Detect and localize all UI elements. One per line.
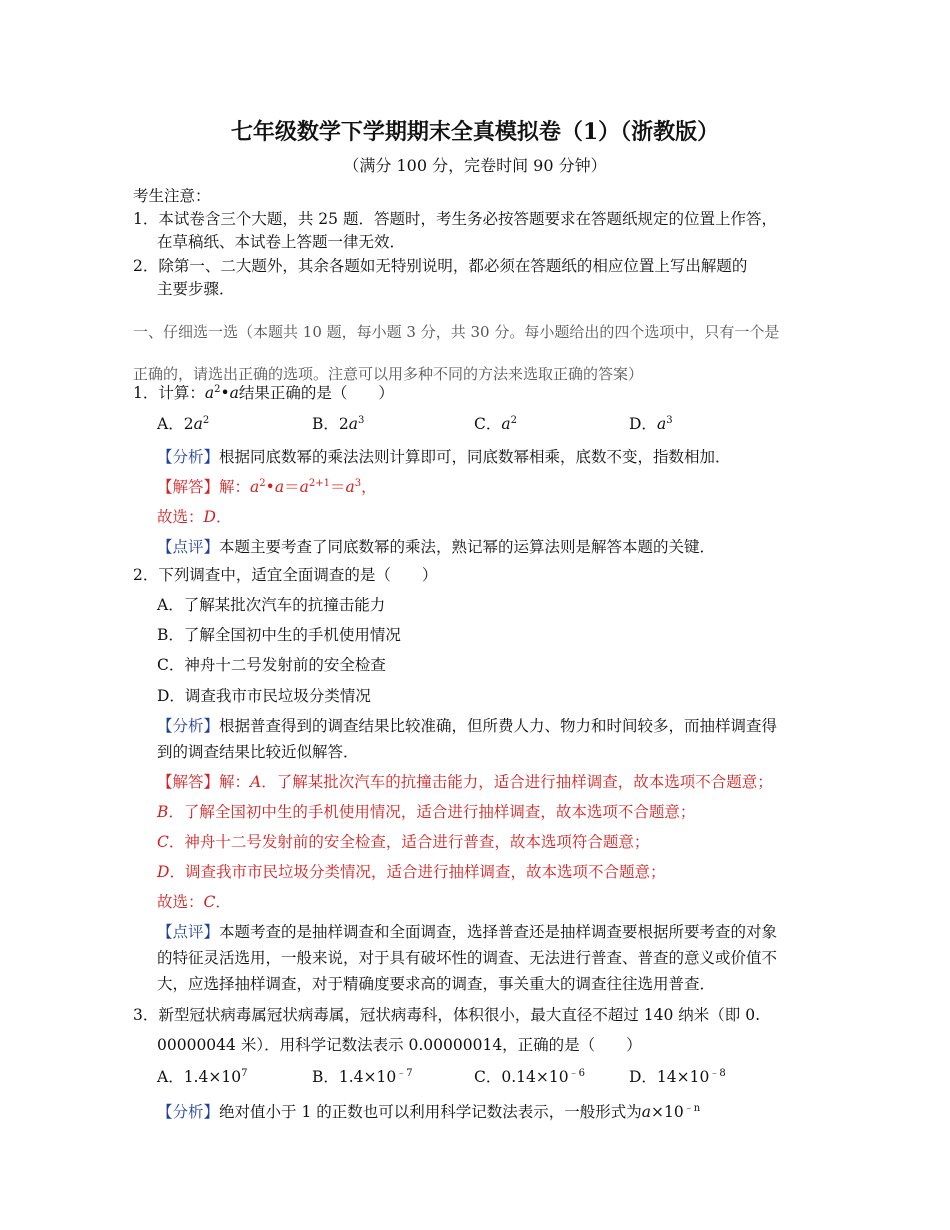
q2-option-b: B．了解全国初中生的手机使用情况 <box>157 626 401 644</box>
q2-comment-cont2: 大，应选择抽样调查，对于精确度要求高的调查，事关重大的调查往往选用普查． <box>157 975 716 993</box>
section1-intro: 一、仔细选一选（本题共 10 题，每小题 3 分，共 30 分。每小题给出的四个选项中，只有一个是 <box>133 323 780 341</box>
q3-stem: 3．新型冠状病毒属冠状病毒属，冠状病毒科，体积很小，最大直径不超过 140 纳米（即 0. <box>133 1006 761 1024</box>
comment-tag: 【点评】 <box>157 923 220 941</box>
q2-choice: 故选：C． <box>157 893 231 911</box>
q2-analysis: 【分析】根据普查得到的调查结果比较准确，但所费人力、物力和时间较多，而抽样调查得 <box>157 717 778 735</box>
answer-tag: 【解答】 <box>157 478 220 496</box>
analysis-tag: 【分析】 <box>157 717 220 735</box>
q1-option-d: D．$a^3$ <box>629 415 673 433</box>
notice-heading: 考生注意： <box>133 187 211 205</box>
q2-comment: 【点评】本题考查的是抽样调查和全面调查，选择普查还是抽样调查要根据所要考查的对象 <box>157 923 778 941</box>
q2-answer-d: D．调查我市市民垃圾分类情况，适合进行抽样调查，故本选项不合题意； <box>157 863 666 881</box>
q1-analysis: 【分析】根据同底数幂的乘法法则计算即可，同底数幂相乘，底数不变，指数相加． <box>157 448 731 466</box>
analysis-tag: 【分析】 <box>157 448 220 466</box>
notice-item-2: 2．除第一、二大题外，其余各题如无特别说明，都必须在答题纸的相应位置上写出解题的 <box>133 257 748 275</box>
notice-item-2-cont: 主要步骤． <box>157 280 235 298</box>
q3-option-b: B．$1.4\times 10^{﹣7}$ <box>312 1068 413 1086</box>
q3-stem-cont: 00000044 米）．用科学记数法表示 0.00000014，正确的是（ ） <box>157 1036 642 1054</box>
q2-comment-cont1: 的特征灵活选用，一般来说，对于具有破坏性的调查、无法进行普查、普查的意义或价值不 <box>157 949 778 967</box>
notice-item-1: 1．本试卷含三个大题，共 25 题．答题时，考生务必按答题要求在答题纸规定的位置上作答， <box>133 210 777 228</box>
q1-option-b: B．$2a^3$ <box>312 415 365 433</box>
q2-answer-a: 【解答】解：A．了解某批次汽车的抗撞击能力，适合进行抽样调查，故本选项不合题意； <box>157 773 773 791</box>
analysis-tag: 【分析】 <box>157 1103 220 1121</box>
q2-answer-c: C．神舟十二号发射前的安全检查，适合进行普查，故本选项符合题意； <box>157 833 650 851</box>
q1-option-c: C．$a^2$ <box>474 415 517 433</box>
q3-analysis: 【分析】绝对值小于 1 的正数也可以利用科学记数法表示，一般形式为$a\times 10^{﹣n}$ <box>157 1103 701 1121</box>
q2-stem: 2．下列调查中，适宜全面调查的是（ ） <box>133 566 438 584</box>
q2-option-d: D．调查我市市民垃圾分类情况 <box>157 687 371 705</box>
q3-option-c: C．$0.14\times 10^{﹣6}$ <box>474 1068 585 1086</box>
q3-option-d: D．$14\times 10^{﹣8}$ <box>629 1068 726 1086</box>
q1-comment: 【点评】本题主要考查了同底数幂的乘法，熟记幂的运算法则是解答本题的关键． <box>157 538 716 556</box>
q2-option-c: C．神舟十二号发射前的安全检查 <box>157 656 386 674</box>
q1-choice: 故选：D． <box>157 508 232 526</box>
q2-option-a: A．了解某批次汽车的抗撞击能力 <box>157 596 386 614</box>
section1-intro-cont: 正确的，请选出正确的选项。注意可以用多种不同的方法来选取正确的答案） <box>133 365 644 383</box>
notice-item-1-cont: 在草稿纸、本试卷上答题一律无效． <box>157 233 406 251</box>
page-title: 七年级数学下学期期末全真模拟卷（1）（浙教版） <box>230 119 720 145</box>
q3-option-a: A．$1.4\times 10^7$ <box>157 1068 248 1086</box>
q1-stem: 1．计算：$a^2•a$结果正确的是（ ） <box>133 384 394 402</box>
page-subtitle: （满分 100 分，完卷时间 90 分钟） <box>343 156 607 175</box>
comment-tag: 【点评】 <box>157 538 220 556</box>
q2-analysis-cont: 到的调查结果比较近似解答． <box>157 743 359 761</box>
q1-option-a: A．$2a^2$ <box>157 415 210 433</box>
q2-answer-b: B．了解全国初中生的手机使用情况，适合进行抽样调查，故本选项不合题意； <box>157 803 696 821</box>
q1-answer: 【解答】解：$a^2•a=a^{2+1}=a^3$， <box>157 478 377 496</box>
answer-tag: 【解答】 <box>157 773 220 791</box>
